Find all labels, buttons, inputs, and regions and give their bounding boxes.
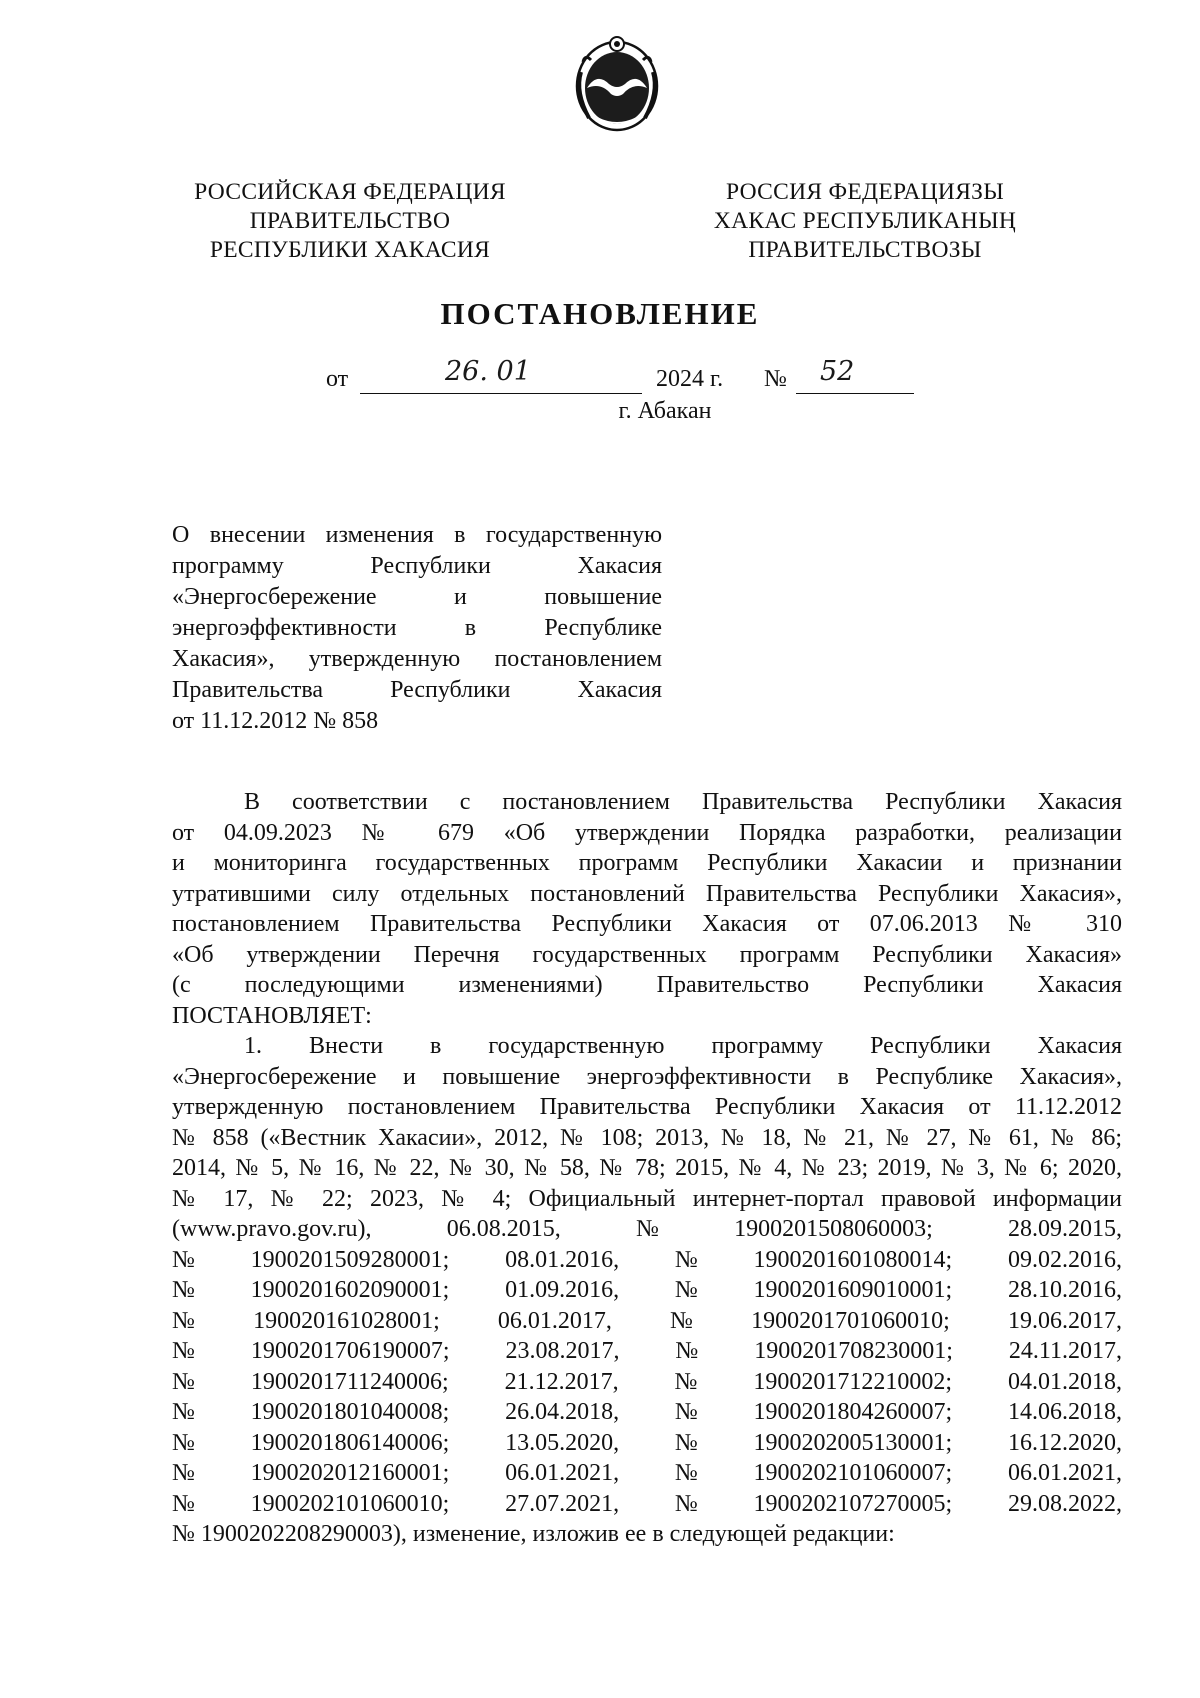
subject-line: «Энергосбережение и повышение xyxy=(172,584,662,610)
reference-cell: № xyxy=(172,1460,195,1486)
point-line: 2014, № 5, № 16, № 22, № 30, № 58, № 78; 2015, № 4, № 23; 2019, № 3, № 6; 2020, xyxy=(172,1155,1122,1181)
reference-cell: 1900201711240006; xyxy=(250,1368,449,1395)
body-line: от 04.09.2023 № 679 «Об утверждении Порядка разработки, реализации xyxy=(172,819,1122,846)
reference-row xyxy=(172,1336,1122,1367)
reference-cell: 1900201509280001; xyxy=(250,1246,450,1273)
body-line: утратившими силу отдельных постановлений Правительства Республики Хакасия», xyxy=(172,880,1122,907)
registration-references xyxy=(172,1214,1122,1519)
header-left-line: РОССИЙСКАЯ ФЕДЕРАЦИЯ xyxy=(194,179,506,205)
reference-cell: № xyxy=(172,1429,195,1456)
reference-cell: № xyxy=(172,1368,195,1395)
subject-line: программу Республики Хакасия xyxy=(172,553,662,579)
reference-cell: 1900201806140006; xyxy=(250,1429,450,1456)
date-number-line xyxy=(0,356,1200,400)
header-right-line: ХАКАС РЕСПУБЛИКАНЫҢ xyxy=(713,208,1017,234)
reference-cell: № xyxy=(635,1216,659,1242)
reference-cell: 06.08.2015, xyxy=(446,1216,561,1242)
reference-cell: № xyxy=(172,1277,195,1303)
point-line: утвержденную постановлением Правительства Республики Хакасия от 11.12.2012 xyxy=(172,1094,1122,1120)
header-right-line: РОССИЯ ФЕДЕРАЦИЯЗЫ xyxy=(725,179,1005,205)
subject-line: Правительства Республики Хакасия xyxy=(172,677,662,703)
subject-line: Хакасия», утвержденную постановлением xyxy=(172,646,662,672)
reference-cell: № xyxy=(674,1399,698,1425)
reference-cell: 1900201601080014; xyxy=(753,1246,953,1273)
reference-cell: 27.07.2021, xyxy=(505,1490,620,1517)
reference-cell: 1900201508060003; xyxy=(734,1216,933,1242)
reference-cell: 29.08.2022, xyxy=(1007,1490,1122,1517)
reference-row xyxy=(172,1214,1122,1245)
reference-row xyxy=(172,1489,1122,1520)
reference-row xyxy=(172,1397,1122,1428)
reference-cell: 1900202012160001; xyxy=(250,1460,450,1486)
reference-cell: 190020161028001; xyxy=(253,1307,440,1334)
reference-cell: № xyxy=(172,1490,195,1517)
reference-cell: 1900201706190007; xyxy=(250,1338,450,1364)
reference-cell: 16.12.2020, xyxy=(1007,1429,1122,1456)
handwritten-number: 52 xyxy=(820,356,855,387)
reference-cell: (www.pravo.gov.ru), xyxy=(172,1216,372,1242)
reference-cell: № xyxy=(674,1490,698,1517)
reference-cell: 26.04.2018, xyxy=(505,1399,620,1425)
reference-cell: 23.08.2017, xyxy=(505,1338,620,1364)
reference-cell: № xyxy=(670,1307,693,1334)
body-line: (с последующими изменениями) Правительство Республики Хакасия xyxy=(172,972,1122,998)
header-right-block xyxy=(645,178,1085,265)
reference-cell: 1900201708230001; xyxy=(754,1338,953,1364)
reference-cell: 24.11.2017, xyxy=(1008,1338,1122,1364)
reference-cell: № xyxy=(172,1246,195,1273)
body-line: В соответствии с постановлением Правительства Республики Хакасия xyxy=(244,789,1122,815)
body-line: постановлением Правительства Республики Хакасия от 07.06.2013 № 310 xyxy=(172,911,1122,937)
reference-cell: 1900202005130001; xyxy=(753,1429,953,1456)
reference-cell: 1900201609010001; xyxy=(753,1277,953,1303)
reference-cell: 1900201804260007; xyxy=(753,1399,953,1425)
reference-cell: 13.05.2020, xyxy=(505,1429,620,1456)
reference-cell: 06.01.2021, xyxy=(1007,1460,1122,1486)
reference-cell: № xyxy=(675,1338,699,1364)
reference-cell: 14.06.2018, xyxy=(1007,1399,1122,1425)
header-left-line: РЕСПУБЛИКИ ХАКАСИЯ xyxy=(209,237,491,263)
reference-row xyxy=(172,1275,1122,1306)
reference-cell: № xyxy=(674,1460,698,1486)
coat-of-arms-emblem xyxy=(567,32,667,134)
document-body xyxy=(172,787,1122,1550)
reference-cell: 06.01.2021, xyxy=(505,1460,620,1486)
reference-cell: 1900201712210002; xyxy=(753,1368,953,1395)
reference-cell: 28.09.2015, xyxy=(1007,1216,1122,1242)
reference-cell: 1900201801040008; xyxy=(250,1399,450,1425)
reference-row xyxy=(172,1306,1122,1337)
reference-cell: 08.01.2016, xyxy=(505,1246,620,1273)
city-name: г. Абакан xyxy=(618,398,712,424)
subject-line: от 11.12.2012 № 858 xyxy=(172,708,379,734)
reference-cell: № xyxy=(674,1246,698,1273)
reference-cell: № xyxy=(674,1277,698,1303)
subject-block xyxy=(172,520,662,737)
header-left-block xyxy=(130,178,570,265)
reference-cell: 28.10.2016, xyxy=(1007,1277,1122,1303)
body-line: и мониторинга государственных программ Республики Хакасии и признании xyxy=(172,850,1122,876)
point-line: № 17, № 22; 2023, № 4; Официальный интернет-портал правовой информации xyxy=(172,1185,1122,1212)
handwritten-date: 26. 01 xyxy=(445,356,531,387)
reference-cell: 1900202107270005; xyxy=(753,1490,953,1517)
reference-cell: 04.01.2018, xyxy=(1007,1368,1122,1395)
header-right-line: ПРАВИТЕЛЬСТВОЗЫ xyxy=(748,237,982,263)
closing-line: № 1900202208290003), изменение, изложив ее в следующей редакции: xyxy=(172,1521,895,1547)
document-type-title: ПОСТАНОВЛЕНИЕ xyxy=(440,296,760,331)
reference-cell: 1900202101060010; xyxy=(250,1490,450,1517)
reference-cell: 21.12.2017, xyxy=(504,1368,619,1395)
reference-cell: 1900201701060010; xyxy=(751,1307,950,1334)
point-line: «Энергосбережение и повышение энергоэффективности в Республике Хакасия», xyxy=(172,1063,1122,1090)
reference-cell: 19.06.2017, xyxy=(1007,1307,1122,1334)
reference-cell: № xyxy=(172,1399,195,1425)
reference-cell: № xyxy=(172,1338,195,1364)
point-line: № 858 («Вестник Хакасии», 2012, № 108; 2013, № 18, № 21, № 27, № 61, № 86; xyxy=(172,1124,1122,1151)
year-label: 2024 г. xyxy=(656,366,724,392)
reference-cell: № xyxy=(674,1368,698,1395)
subject-line: энергоэффективности в Республике xyxy=(172,615,662,641)
reference-row xyxy=(172,1428,1122,1459)
reference-cell: 1900202101060007; xyxy=(753,1460,953,1486)
header-left-line: ПРАВИТЕЛЬСТВО xyxy=(249,208,451,234)
reference-cell: № xyxy=(172,1307,195,1334)
point-line: 1. Внести в государственную программу Республики Хакасия xyxy=(244,1033,1122,1059)
reference-cell: 01.09.2016, xyxy=(505,1277,620,1303)
reference-cell: 09.02.2016, xyxy=(1007,1246,1122,1273)
body-line: ПОСТАНОВЛЯЕТ: xyxy=(172,1002,372,1029)
subject-line: О внесении изменения в государственную xyxy=(172,522,662,548)
number-label: № xyxy=(764,366,787,392)
from-label: от xyxy=(326,366,349,392)
reference-row xyxy=(172,1245,1122,1276)
reference-cell: № xyxy=(674,1429,698,1456)
reference-cell: 1900201602090001; xyxy=(250,1277,450,1303)
reference-row xyxy=(172,1458,1122,1489)
date-underline xyxy=(360,393,642,394)
body-line: «Об утверждении Перечня государственных программ Республики Хакасия» xyxy=(172,941,1122,968)
reference-cell: 06.01.2017, xyxy=(497,1307,612,1334)
number-underline xyxy=(796,393,914,394)
reference-row xyxy=(172,1367,1122,1398)
